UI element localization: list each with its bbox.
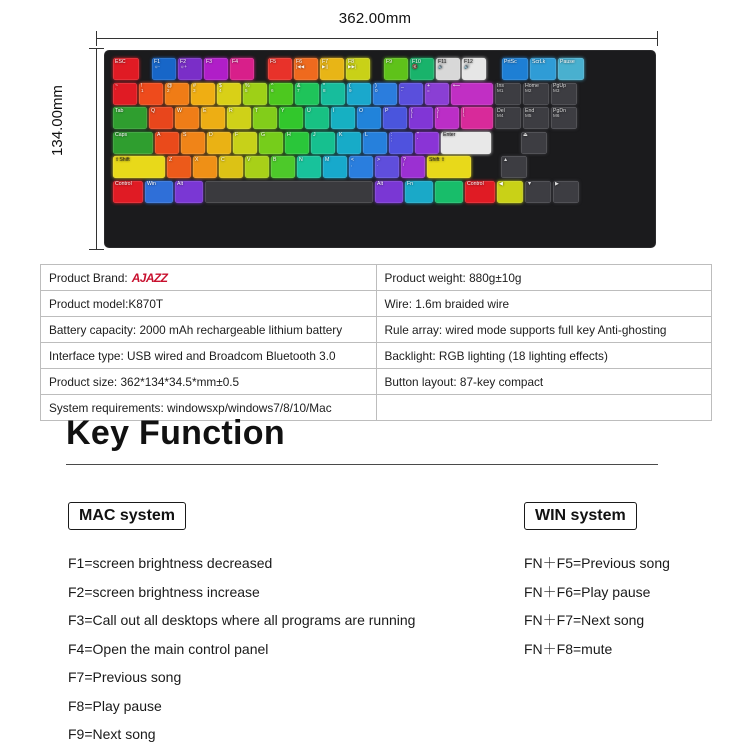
keyboard-key: # 3 [191, 83, 215, 105]
keyboard-key [473, 156, 499, 178]
brand-logo: AJAZZ [131, 270, 168, 285]
keyboard-key: F3 [204, 58, 228, 80]
win-function-item: FN＋F8=mute [524, 640, 613, 657]
win-function-item: FN＋F6=Play pause [524, 583, 651, 600]
keyboard-key: End M5 [523, 107, 549, 129]
keyboard-key: ? / [401, 156, 425, 178]
keyboard-key: U [305, 107, 329, 129]
keyboard-key: E [201, 107, 225, 129]
keyboard-key: F10 🔇 [410, 58, 434, 80]
keyboard-key: ( 9 [347, 83, 371, 105]
spec-cell-right: Backlight: RGB lighting (18 lighting effects) [376, 343, 712, 369]
keyboard-key: F [233, 132, 257, 154]
keyboard-row [113, 181, 647, 203]
spec-cell-left: Interface type: USB wired and Broadcom Bluetooth 3.0 [41, 343, 377, 369]
win-system-heading: WIN system [524, 502, 637, 530]
product-dimension-figure [0, 0, 750, 258]
spec-cell-right [376, 395, 712, 421]
keyboard-key: B [271, 156, 295, 178]
keyboard-key: ▼ [525, 181, 551, 203]
keyboard-key: P [383, 107, 407, 129]
mac-function-item: F8=Play pause [68, 697, 162, 714]
spec-cell-right: Wire: 1.6m braided wire [376, 291, 712, 317]
win-function-item: FN＋F7=Next song [524, 612, 645, 628]
mac-function-item: F3=Call out all desktops where all programs are running [68, 612, 416, 628]
keyboard-key: ~ ` [113, 83, 137, 105]
mac-function-list [68, 549, 498, 749]
keyboard-key: $ 4 [217, 83, 241, 105]
spec-cell-right: Product weight: 880g±10g [376, 265, 712, 291]
spec-row [41, 265, 712, 291]
keyboard-key: * 8 [321, 83, 345, 105]
product-spec-table [40, 264, 712, 421]
keyboard-key: Pause [558, 58, 584, 80]
keyboard-key: ) 0 [373, 83, 397, 105]
keyboard-key: Del M4 [495, 107, 521, 129]
keyboard-key: Control [113, 181, 143, 203]
keyboard-key [493, 132, 519, 154]
keyboard-key: R [227, 107, 251, 129]
keyboard-key: PgDn M6 [551, 107, 577, 129]
keyboard-key: A [155, 132, 179, 154]
keyboard-key [435, 181, 463, 203]
keyboard-key: L [363, 132, 387, 154]
keyboard-key: + = [425, 83, 449, 105]
keyboard-key [141, 58, 150, 80]
keyboard-key: % 5 [243, 83, 267, 105]
keyboard-key: X [193, 156, 217, 178]
keyboard-key: Q [149, 107, 173, 129]
keyboard-key: ScrLk [530, 58, 556, 80]
keyboard-key: H [285, 132, 309, 154]
keyboard-key: Alt [175, 181, 203, 203]
height-dimension-label: 134.00mm [48, 85, 66, 156]
mac-function-item: F7=Previous song [68, 669, 182, 685]
keyboard-key: F12 🔊 [462, 58, 486, 80]
keyboard-key: ▲ [501, 156, 527, 178]
key-function-divider [66, 464, 658, 465]
keyboard-key: { [ [409, 107, 433, 129]
spec-cell-left: Battery capacity: 2000 mAh rechargeable lithium battery [41, 317, 377, 343]
keyboard-key: F4 [230, 58, 254, 80]
mac-function-item: F1=screen brightness decreased [68, 555, 273, 571]
keyboard-key: D [207, 132, 231, 154]
spec-row [41, 291, 712, 317]
keyboard-key: Y [279, 107, 303, 129]
keyboard-key [488, 58, 500, 80]
keyboard-key: Alt [375, 181, 403, 203]
keyboard-key: & 7 [295, 83, 319, 105]
keyboard-key: Fn [405, 181, 433, 203]
keyboard-key: @ 2 [165, 83, 189, 105]
keyboard-key: ⏏ [521, 132, 547, 154]
keyboard-key: I [331, 107, 355, 129]
keyboard-key: " ' [415, 132, 439, 154]
keyboard-key: Caps [113, 132, 153, 154]
keyboard-key: T [253, 107, 277, 129]
keyboard-key: F9 [384, 58, 408, 80]
spec-row [41, 343, 712, 369]
keyboard-key: ▶ [553, 181, 579, 203]
mac-system-heading: MAC system [68, 502, 186, 530]
keyboard-key [372, 58, 382, 80]
keyboard-key: PrtSc [502, 58, 528, 80]
keyboard-key: M [323, 156, 347, 178]
keyboard-key: _ - [399, 83, 423, 105]
spec-cell-right: Rule array: wired mode supports full key Anti-ghosting [376, 317, 712, 343]
width-dimension-label: 362.00mm [338, 10, 412, 27]
keyboard-key: C [219, 156, 243, 178]
keyboard-key: PgUp M3 [551, 83, 577, 105]
win-function-item: FN＋F5=Previous song [524, 555, 670, 571]
spec-cell-right: Button layout: 87-key compact [376, 369, 712, 395]
keyboard-key: F2 ☼+ [178, 58, 202, 80]
keyboard-key: F11 🔉 [436, 58, 460, 80]
keyboard-row [113, 58, 647, 80]
keyboard-key: } ] [435, 107, 459, 129]
keyboard-row [113, 132, 647, 154]
keyboard-key: ! 1 [139, 83, 163, 105]
keyboard-key: Enter [441, 132, 491, 154]
keyboard-key: > . [375, 156, 399, 178]
keyboard-key: W [175, 107, 199, 129]
keyboard-key: ^ 6 [269, 83, 293, 105]
keyboard-key [205, 181, 373, 203]
keyboard-key: Z [167, 156, 191, 178]
spec-cell-left: System requirements: windowsxp/windows7/8/10/Mac [41, 395, 377, 421]
keyboard-image [104, 50, 656, 248]
spec-row [41, 317, 712, 343]
keyboard-key: O [357, 107, 381, 129]
keyboard-key: J [311, 132, 335, 154]
keyboard-key: : ; [389, 132, 413, 154]
keyboard-key: G [259, 132, 283, 154]
spec-cell-left: Product model:K870T [41, 291, 377, 317]
keyboard-key: F1 ☼- [152, 58, 176, 80]
keyboard-key: < , [349, 156, 373, 178]
mac-function-item: F9=Next song [68, 726, 156, 742]
keyboard-key: Win [145, 181, 173, 203]
keyboard-key: K [337, 132, 361, 154]
keyboard-key: V [245, 156, 269, 178]
keyboard-key: Home M2 [523, 83, 549, 105]
keyboard-key: N [297, 156, 321, 178]
keyboard-key: F7 ▶|| [320, 58, 344, 80]
spec-cell-left: Product size: 362*134*34.5*mm±0.5 [41, 369, 377, 395]
key-function-heading: Key Function [66, 414, 285, 452]
width-dimension-line [96, 38, 658, 39]
keyboard-key: S [181, 132, 205, 154]
keyboard-key: Ins M1 [495, 83, 521, 105]
keyboard-key [529, 156, 555, 178]
keyboard-key: Control [465, 181, 495, 203]
keyboard-row [113, 107, 647, 129]
keyboard-key: ◀ [497, 181, 523, 203]
keyboard-row [113, 156, 647, 178]
keyboard-key [549, 132, 575, 154]
keyboard-key: Tab [113, 107, 147, 129]
keyboard-key: ⟵ [451, 83, 493, 105]
mac-function-item: F4=Open the main control panel [68, 640, 269, 657]
keyboard-key: F5 [268, 58, 292, 80]
mac-function-item: F2=screen brightness increase [68, 583, 260, 600]
spec-row [41, 369, 712, 395]
height-dimension-line [96, 48, 97, 250]
keyboard-row [113, 83, 647, 105]
keyboard-key: | \ [461, 107, 493, 129]
spec-cell-left: Product Brand: AJAZZ [41, 265, 377, 291]
keyboard-key: F6 |◀◀ [294, 58, 318, 80]
win-function-list [524, 549, 744, 663]
keyboard-key: ⇧Shift [113, 156, 165, 178]
keyboard-key: F8 ▶▶| [346, 58, 370, 80]
keyboard-key [256, 58, 266, 80]
keyboard-key: Shift ⇧ [427, 156, 471, 178]
keyboard-key: ESC [113, 58, 139, 80]
